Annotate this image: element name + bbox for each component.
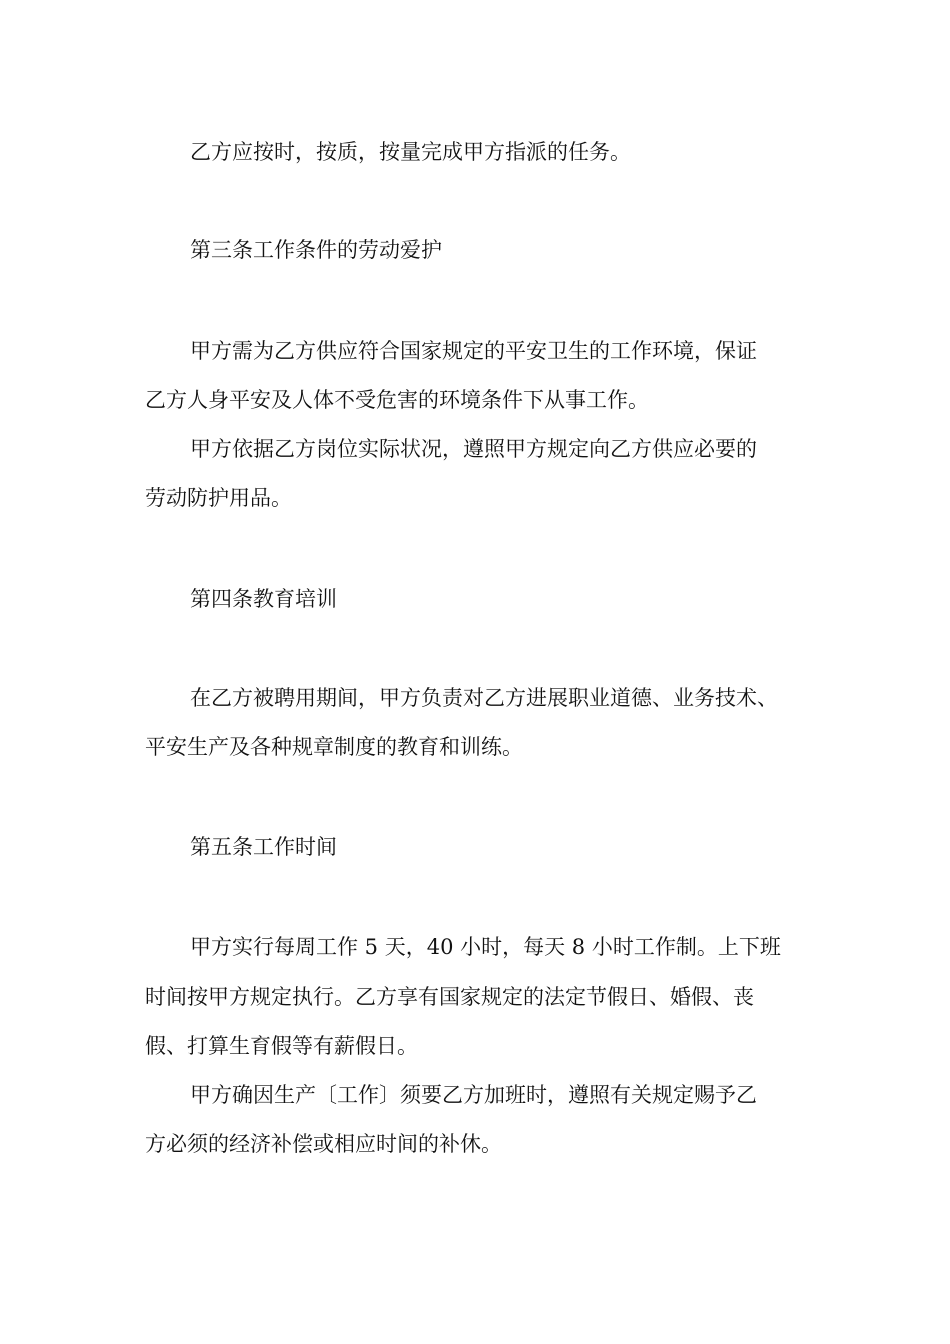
paragraph-task-line-1: 乙方应按时，按质，按量完成甲方指派的任务。 (190, 140, 631, 164)
paragraph-training-line-2: 平安生产及各种规章制度的教育和训练。 (145, 735, 523, 759)
paragraph-overtime-line-1: 甲方确因生产〔工作〕须要乙方加班时，遵照有关规定赐予乙 (190, 1083, 757, 1107)
paragraph-protection-line-1: 甲方依据乙方岗位实际状况，遵照甲方规定向乙方供应必要的 (190, 437, 757, 461)
heading-article-5: 第五条工作时间 (190, 835, 337, 859)
paragraph-hours-line-3: 假、打算生育假等有薪假日。 (145, 1034, 418, 1058)
paragraph-hours-line-2: 时间按甲方规定执行。乙方享有国家规定的法定节假日、婚假、丧 (145, 985, 754, 1009)
paragraph-training-line-1: 在乙方被聘用期间，甲方负责对乙方进展职业道德、业务技术、 (190, 686, 778, 710)
paragraph-environment-line-1: 甲方需为乙方供应符合国家规定的平安卫生的工作环境，保证 (190, 339, 757, 363)
paragraph-environment-line-2: 乙方人身平安及人体不受危害的环境条件下从事工作。 (145, 388, 649, 412)
heading-article-4: 第四条教育培训 (190, 587, 337, 611)
paragraph-protection-line-2: 劳动防护用品。 (145, 486, 292, 510)
heading-article-3: 第三条工作条件的劳动爱护 (190, 238, 442, 262)
paragraph-hours-line-1: 甲方实行每周工作 5 天，40 小时，每天 8 小时工作制。上下班 (190, 935, 781, 959)
paragraph-overtime-line-2: 方必须的经济补偿或相应时间的补休。 (145, 1132, 502, 1156)
